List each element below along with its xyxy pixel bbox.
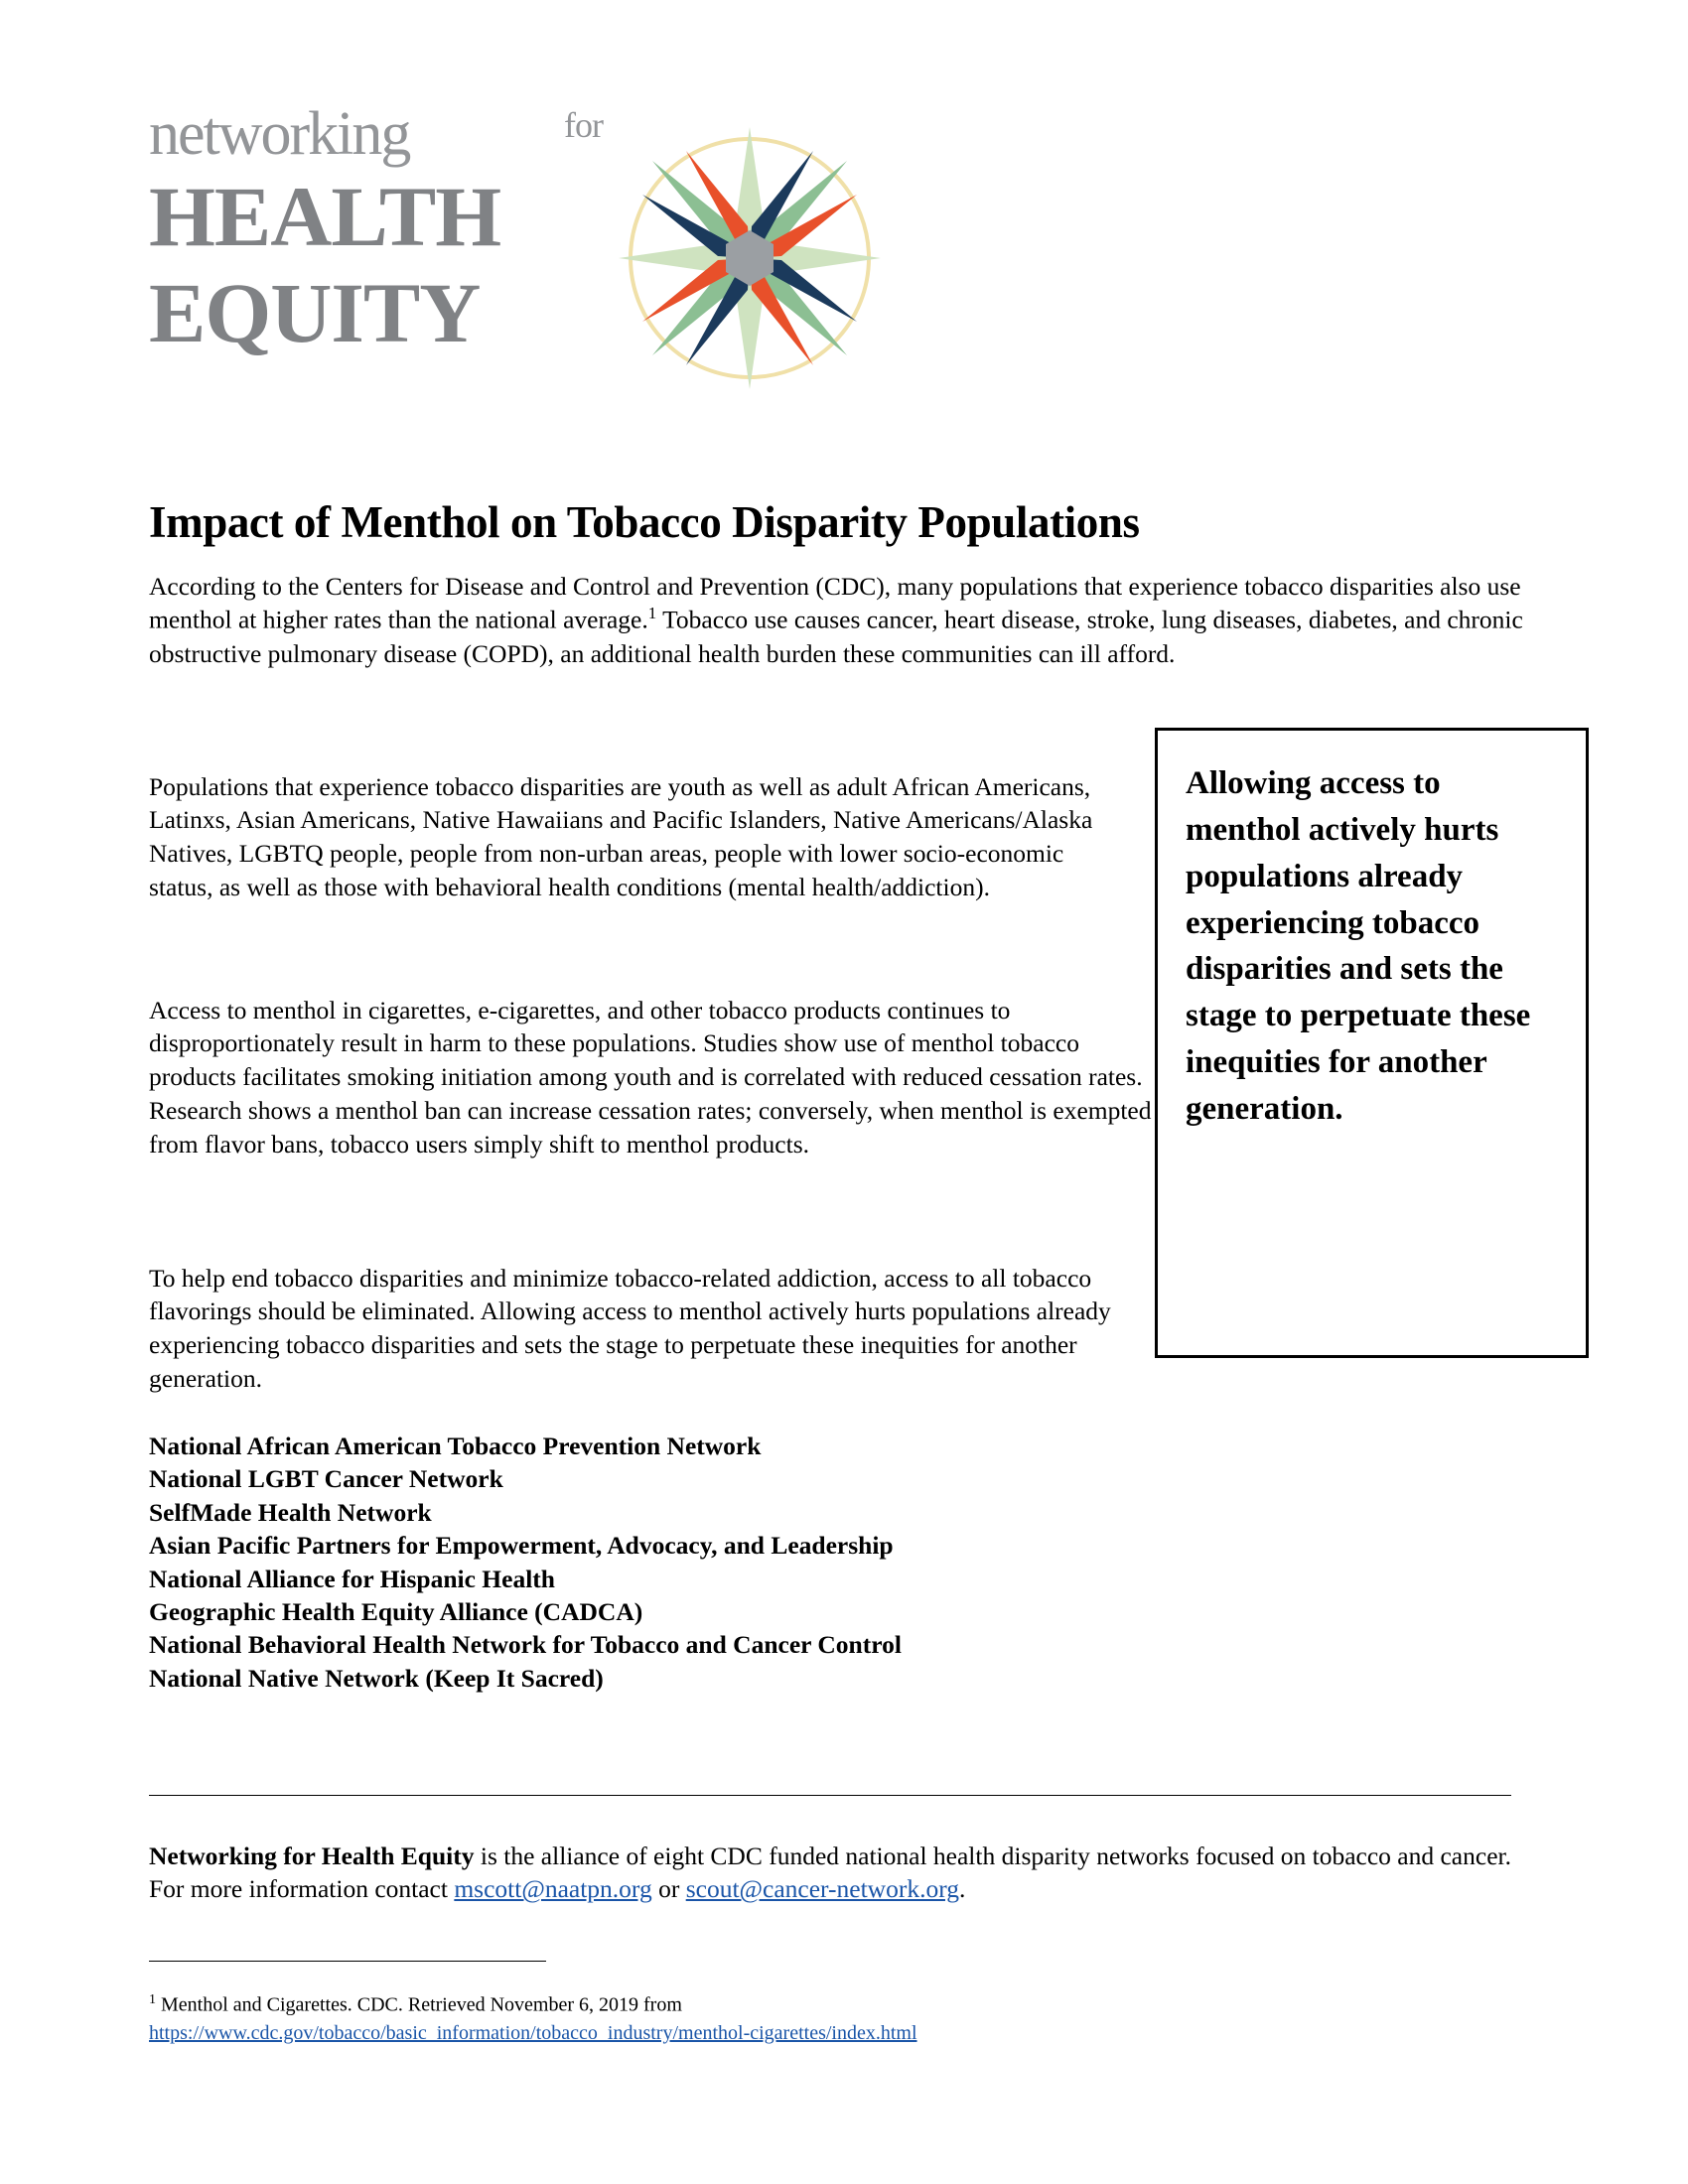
signatory-organizations-list (149, 1430, 1241, 1695)
list-item: National African American Tobacco Prevention Network (149, 1432, 762, 1460)
footer-text-c: . (958, 1874, 966, 1904)
pull-quote-text: Allowing access to menthol actively hurts populations already experiencing tobacco disparities and sets the stage to perpetuate these inequities for another generation. (1186, 765, 1531, 1128)
logo-text-equity: EQUITY (149, 265, 481, 360)
list-item: Asian Pacific Partners for Empowerment, Advocacy, and Leadership (149, 1531, 894, 1561)
logo-text-health: HEALTH (149, 169, 501, 264)
page-title: Impact of Menthol on Tobacco Disparity Populations (149, 497, 1140, 548)
footnote-text: Menthol and Cigarettes. CDC. Retrieved November 6, 2019 from (156, 1993, 682, 2016)
footer-divider (149, 1795, 1511, 1796)
email-link-scout[interactable]: scout@cancer-network.org (685, 1874, 959, 1904)
pull-quote-box (1155, 728, 1589, 1358)
list-item: National LGBT Cancer Network (149, 1464, 503, 1494)
footnote-marker: 1 (149, 1992, 156, 2007)
footer-contact-text (149, 1840, 1539, 1907)
logo-text-for-label: for (564, 105, 603, 145)
footnote-url-link[interactable]: https://www.cdc.gov/tobacco/basic_information/tobacco_industry/menthol-cigarettes/index.html (149, 2022, 917, 2045)
list-item: National Alliance for Hispanic Health (149, 1564, 555, 1593)
logo-text-networking: networking (149, 100, 410, 168)
list-item: National Behavioral Health Network for Tobacco and Cancer Control (149, 1630, 902, 1660)
footer-brand-name: Networking for Health Equity (149, 1841, 475, 1870)
footnote-divider (149, 1961, 546, 1962)
footnote-1 (149, 1990, 1539, 2047)
footer-text-a: is the alliance of eight CDC funded national health disparity networks focused on tobacco and cancer. For more information contact (149, 1841, 1511, 1904)
email-link-mscott[interactable]: mscott@naatpn.org (454, 1874, 652, 1904)
compass-star-icon (601, 109, 899, 407)
paragraph-access: Access to menthol in cigarettes, e-cigarettes, and other tobacco products continues to disproportionately result in harm to these populations. Studies show use of menthol tobacco products facilitates smoking initiation among youth and is correlated with reduced cessation rates. Research shows a menthol ban can increase cessation rates; conversely, when menthol is exempted from flavor bans, tobacco users simply shift to menthol products. (149, 995, 1152, 1160)
list-item: National Native Network (Keep It Sacred) (149, 1663, 604, 1693)
paragraph-intro-part-b: Tobacco use causes cancer, heart disease, stroke, lung diseases, diabetes, and chronic obstructive pulmonary disease (COPD), an additional health burden these communities can ill afford. (149, 605, 1523, 668)
paragraph-intro (149, 570, 1539, 671)
footnote-reference-1: 1 (647, 604, 657, 623)
list-item: SelfMade Health Network (149, 1497, 432, 1527)
paragraph-recommendation: To help end tobacco disparities and minimize tobacco-related addiction, access to all tobacco flavorings should be eliminated. Allowing access to menthol actively hurts populations already experiencing tobacco disparities and sets the stage to perpetuate these inequities for another generation. (149, 1263, 1111, 1394)
organization-logo (149, 89, 923, 417)
paragraph-populations: Populations that experience tobacco disparities are youth as well as adult African Americans, Latinxs, Asian Americans, Native Hawaiians and Pacific Islanders, Native Americans/Alaska Natives, LGBTQ people, people from non-urban areas, people with lower socio-economic status, as well as those with behavioral health conditions (mental health/addiction). (149, 771, 1093, 902)
logo-text-for (564, 105, 603, 145)
list-item: Geographic Health Equity Alliance (CADCA) (149, 1596, 643, 1626)
footer-text-b: or (651, 1874, 686, 1904)
paragraph-intro-part-a: According to the Centers for Disease and Control and Prevention (CDC), many populations that experience tobacco disparities also use menthol at higher rates than the national average. (149, 571, 1521, 634)
